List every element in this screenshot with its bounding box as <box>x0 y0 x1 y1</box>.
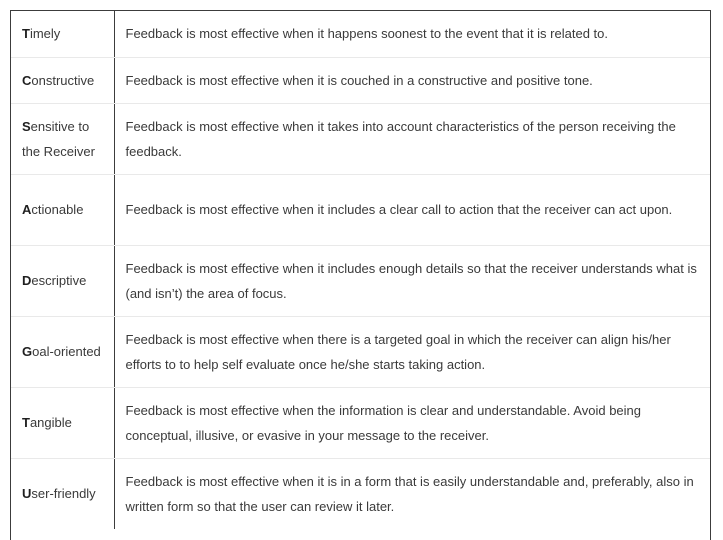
term-rest: ensitive to the Receiver <box>22 118 95 159</box>
description-cell: Feedback is most effective when it happens soonest to the event that it is related to. <box>114 11 710 57</box>
term-rest: onstructive <box>31 72 95 88</box>
description-cell: Feedback is most effective when it takes into account characteristics of the person receiving the feedback. <box>114 103 710 174</box>
term-initial: A <box>22 202 32 217</box>
term-initial: U <box>22 486 32 502</box>
term-initial: T <box>22 26 30 42</box>
table-row-timely <box>11 11 710 57</box>
term-initial: G <box>22 344 33 359</box>
table-row-actionable <box>11 174 710 245</box>
description-cell: Feedback is most effective when it is in a form that is easily understandable and, preferably, also in written form so that the user can review it later. <box>125 473 694 514</box>
feedback-criteria-table-container <box>10 10 711 540</box>
table-row-user-friendly <box>11 458 710 529</box>
term-rest: angible <box>29 415 72 430</box>
term-cell <box>11 11 114 57</box>
table-row-goal-oriented <box>11 316 710 387</box>
description-cell: Feedback is most effective when there is a targeted goal in which the receiver can align his/her efforts to to help self evaluate once he/she starts taking action. <box>114 316 710 387</box>
description-cell: Feedback is most effective when it includes a clear call to action that the receiver can act upon. <box>114 174 710 245</box>
term-initial: S <box>22 118 31 134</box>
term-rest: escriptive <box>31 273 87 288</box>
table-row-sensitive <box>11 103 710 174</box>
term-initial: D <box>22 273 32 288</box>
term-rest: ctionable <box>31 202 84 217</box>
table-row-constructive <box>11 57 710 103</box>
term-cell <box>11 458 114 529</box>
description-cell: Feedback is most effective when the information is clear and understandable. Avoid being conceptual, illusive, or evasive in your message to the receiver. <box>114 387 710 458</box>
term-cell <box>11 103 114 174</box>
term-rest: oal-oriented <box>32 344 101 359</box>
term-cell <box>11 57 114 103</box>
term-cell <box>11 174 114 245</box>
table-row-tangible <box>11 387 710 458</box>
term-rest: imely <box>29 26 61 42</box>
feedback-criteria-table <box>11 11 710 529</box>
term-cell <box>11 387 114 458</box>
term-cell <box>11 316 114 387</box>
table-row-descriptive <box>11 245 710 316</box>
term-initial: C <box>22 72 32 88</box>
term-cell <box>11 245 114 316</box>
description-cell: Feedback is most effective when it is couched in a constructive and positive tone. <box>114 57 710 103</box>
description-cell: Feedback is most effective when it includes enough details so that the receiver understands what is (and isn’t) the area of focus. <box>114 245 710 316</box>
term-rest: ser-friendly <box>31 486 96 502</box>
term-initial: T <box>22 415 30 430</box>
